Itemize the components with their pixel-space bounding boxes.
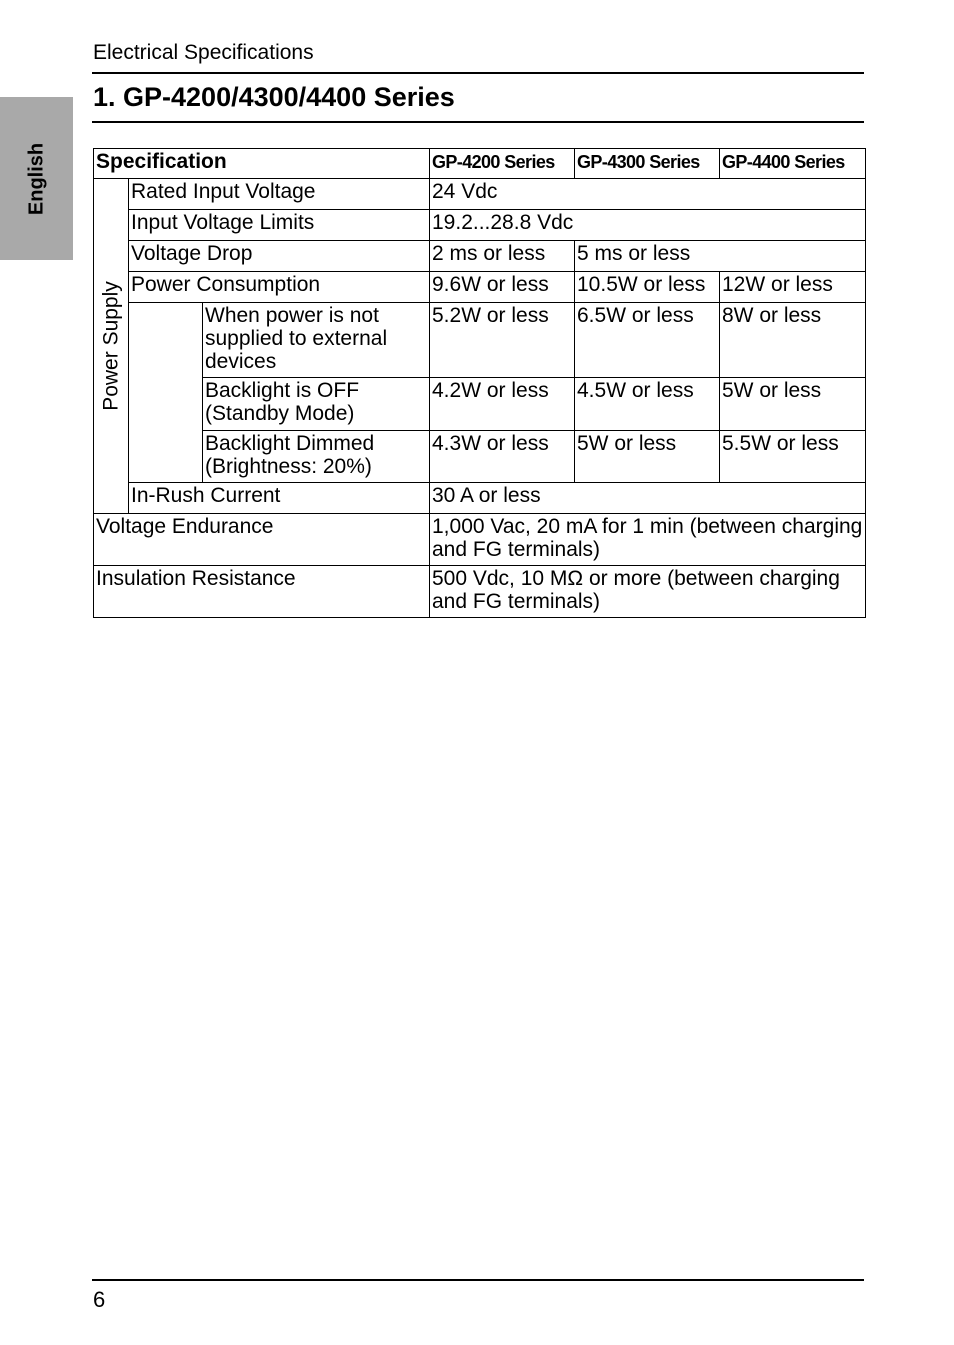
row-value: 9.6W or less	[430, 272, 575, 303]
table-header-row	[94, 149, 866, 179]
table-row	[94, 378, 866, 431]
row-value: 4.2W or less	[430, 378, 575, 431]
table-row	[94, 179, 866, 210]
row-label: Voltage Endurance	[94, 514, 430, 566]
row-value: 5.2W or less	[430, 303, 575, 378]
row-value: 5W or less	[720, 378, 866, 431]
section-title: 1. GP-4200/4300/4400 Series	[93, 82, 455, 112]
row-value: 12W or less	[720, 272, 866, 303]
row-value: 5 ms or less	[575, 241, 866, 272]
spec-column-header: Specification	[94, 149, 430, 179]
row-value: 30 A or less	[430, 483, 866, 514]
row-label: In-Rush Current	[129, 483, 430, 514]
row-label: Voltage Drop	[129, 241, 430, 272]
indent-spacer	[129, 303, 203, 483]
row-value: 24 Vdc	[430, 179, 866, 210]
row-value: 4.3W or less	[430, 431, 575, 483]
row-value: 500 Vdc, 10 MΩ or more (between charging and FG terminals)	[430, 566, 866, 618]
table-row	[94, 303, 866, 378]
row-label: Insulation Resistance	[94, 566, 430, 618]
row-label: Power Consumption	[129, 272, 430, 303]
power-supply-group-label: Power Supply	[94, 179, 129, 514]
model-header-gp4400: GP-4400 Series	[720, 149, 866, 179]
row-value: 10.5W or less	[575, 272, 720, 303]
table-row	[94, 241, 866, 272]
page-number: 6	[93, 1287, 106, 1312]
table-row	[94, 272, 866, 303]
title-rule	[92, 121, 864, 123]
table-row	[94, 514, 866, 566]
row-label: Backlight Dimmed (Brightness: 20%)	[203, 431, 430, 483]
model-header-gp4300: GP-4300 Series	[575, 149, 720, 179]
row-value: 8W or less	[720, 303, 866, 378]
table-row	[94, 210, 866, 241]
electrical-spec-table	[93, 148, 866, 618]
row-label: Backlight is OFF (Standby Mode)	[203, 378, 430, 431]
table-row	[94, 483, 866, 514]
row-value: 6.5W or less	[575, 303, 720, 378]
side-tab-label: English	[25, 142, 47, 215]
row-value: 2 ms or less	[430, 241, 575, 272]
header-rule	[92, 72, 864, 74]
language-side-tab	[0, 97, 73, 260]
row-label: Rated Input Voltage	[129, 179, 430, 210]
running-header: Electrical Specifications	[93, 41, 314, 64]
model-header-gp4200: GP-4200 Series	[430, 149, 575, 179]
table-row	[94, 566, 866, 618]
row-label: Input Voltage Limits	[129, 210, 430, 241]
row-value: 1,000 Vac, 20 mA for 1 min (between charging and FG terminals)	[430, 514, 866, 566]
row-value: 19.2...28.8 Vdc	[430, 210, 866, 241]
row-value: 5.5W or less	[720, 431, 866, 483]
table-row	[94, 431, 866, 483]
row-label: When power is not supplied to external devices	[203, 303, 430, 378]
row-value: 5W or less	[575, 431, 720, 483]
footer-rule	[92, 1279, 864, 1281]
row-value: 4.5W or less	[575, 378, 720, 431]
